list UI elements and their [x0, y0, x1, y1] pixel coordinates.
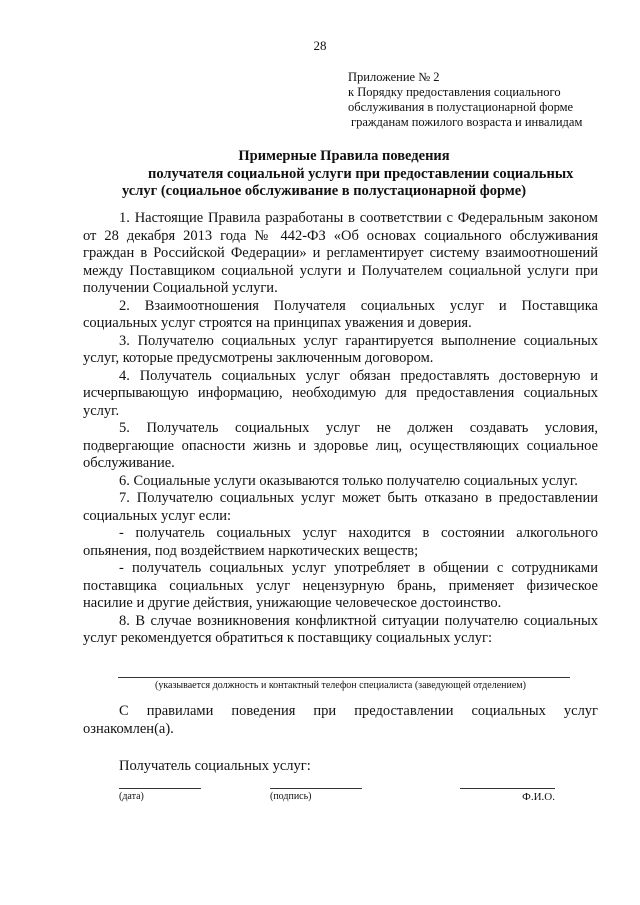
acknowledgement-line: С правилами поведения при предоставлении социальных услуг — [119, 703, 598, 719]
rule-paragraph: 8. В случае возникновения конфликтной ситуации получателю социальных услуг рекомендуется обратиться к поставщику социальных услуг: — [83, 612, 598, 646]
rule-paragraph: 4. Получатель социальных услуг обязан предоставлять достоверную и исчерпывающую информацию, необходимую для предоставления социальных услуг. — [83, 367, 598, 419]
rule-paragraph: 7. Получателю социальных услуг может быть отказано в предоставлении социальных услуг если: — [83, 490, 598, 524]
rule-paragraph: 5. Получатель социальных услуг не должен создавать условия, подвергающие опасности жизнь и здоровье лиц, осуществляющих социальное обслуживание. — [83, 420, 598, 471]
signature-field: (подпись) — [270, 788, 362, 802]
title-line: услуг (социальное обслуживание в полустационарной форме) — [122, 183, 527, 199]
rules-body — [83, 210, 598, 648]
page-number: 28 — [313, 38, 327, 53]
contact-fill-line — [118, 677, 570, 678]
recipient-label: Получатель социальных услуг: — [119, 758, 311, 774]
acknowledgement-line: ознакомлен(а). — [83, 720, 174, 737]
rule-paragraph: 2. Взаимоотношения Получателя социальных услуг и Поставщика социальных услуг строятся на принципах уважения и доверия. — [83, 297, 598, 331]
rule-paragraph: 6. Социальные услуги оказываются только получателю социальных услуг. — [119, 472, 578, 489]
fio-field: Ф.И.О. — [460, 788, 555, 803]
contact-caption: (указывается должность и контактный телефон специалиста (заведующей отделением) — [155, 680, 526, 691]
date-field: (дата) — [119, 788, 201, 802]
title-line: получателя социальной услуги при предоставлении социальных — [148, 165, 574, 182]
rule-paragraph: - получатель социальных услуг находится в состоянии алкогольного опьянения, под воздействием наркотических веществ; — [83, 525, 598, 559]
annex-line: к Порядку предоставления социального — [348, 85, 561, 99]
rule-paragraph: - получатель социальных услуг употребляет в общении с сотрудниками поставщика социальных услуг нецензурную брань, применяет физическое насилие и другие действия, унижающие человеческое достоинство. — [83, 560, 598, 611]
annex-line: обслуживания в полустационарной форме — [348, 100, 574, 114]
annex-line: гражданам пожилого возраста и инвалидам — [351, 115, 583, 129]
annex-header — [348, 70, 582, 130]
rule-paragraph: 1. Настоящие Правила разработаны в соответствии с Федеральным законом от 28 декабря 2013 года № 442-ФЗ «Об основах социального обслуживания граждан в Российской Федерации» и регламентирует систему взаимоотношений между Поставщиком социальной услуги и Получателем социальной услуги при получении Социальной услуги. — [83, 210, 598, 296]
acknowledgement — [83, 703, 598, 738]
title-line: Примерные Правила поведения — [238, 148, 450, 164]
document-title — [0, 148, 640, 201]
rule-paragraph: 3. Получателю социальных услуг гарантируется выполнение социальных услуг, которые предусмотрены заключенным договором. — [83, 332, 598, 366]
annex-line: Приложение № 2 — [348, 70, 440, 84]
